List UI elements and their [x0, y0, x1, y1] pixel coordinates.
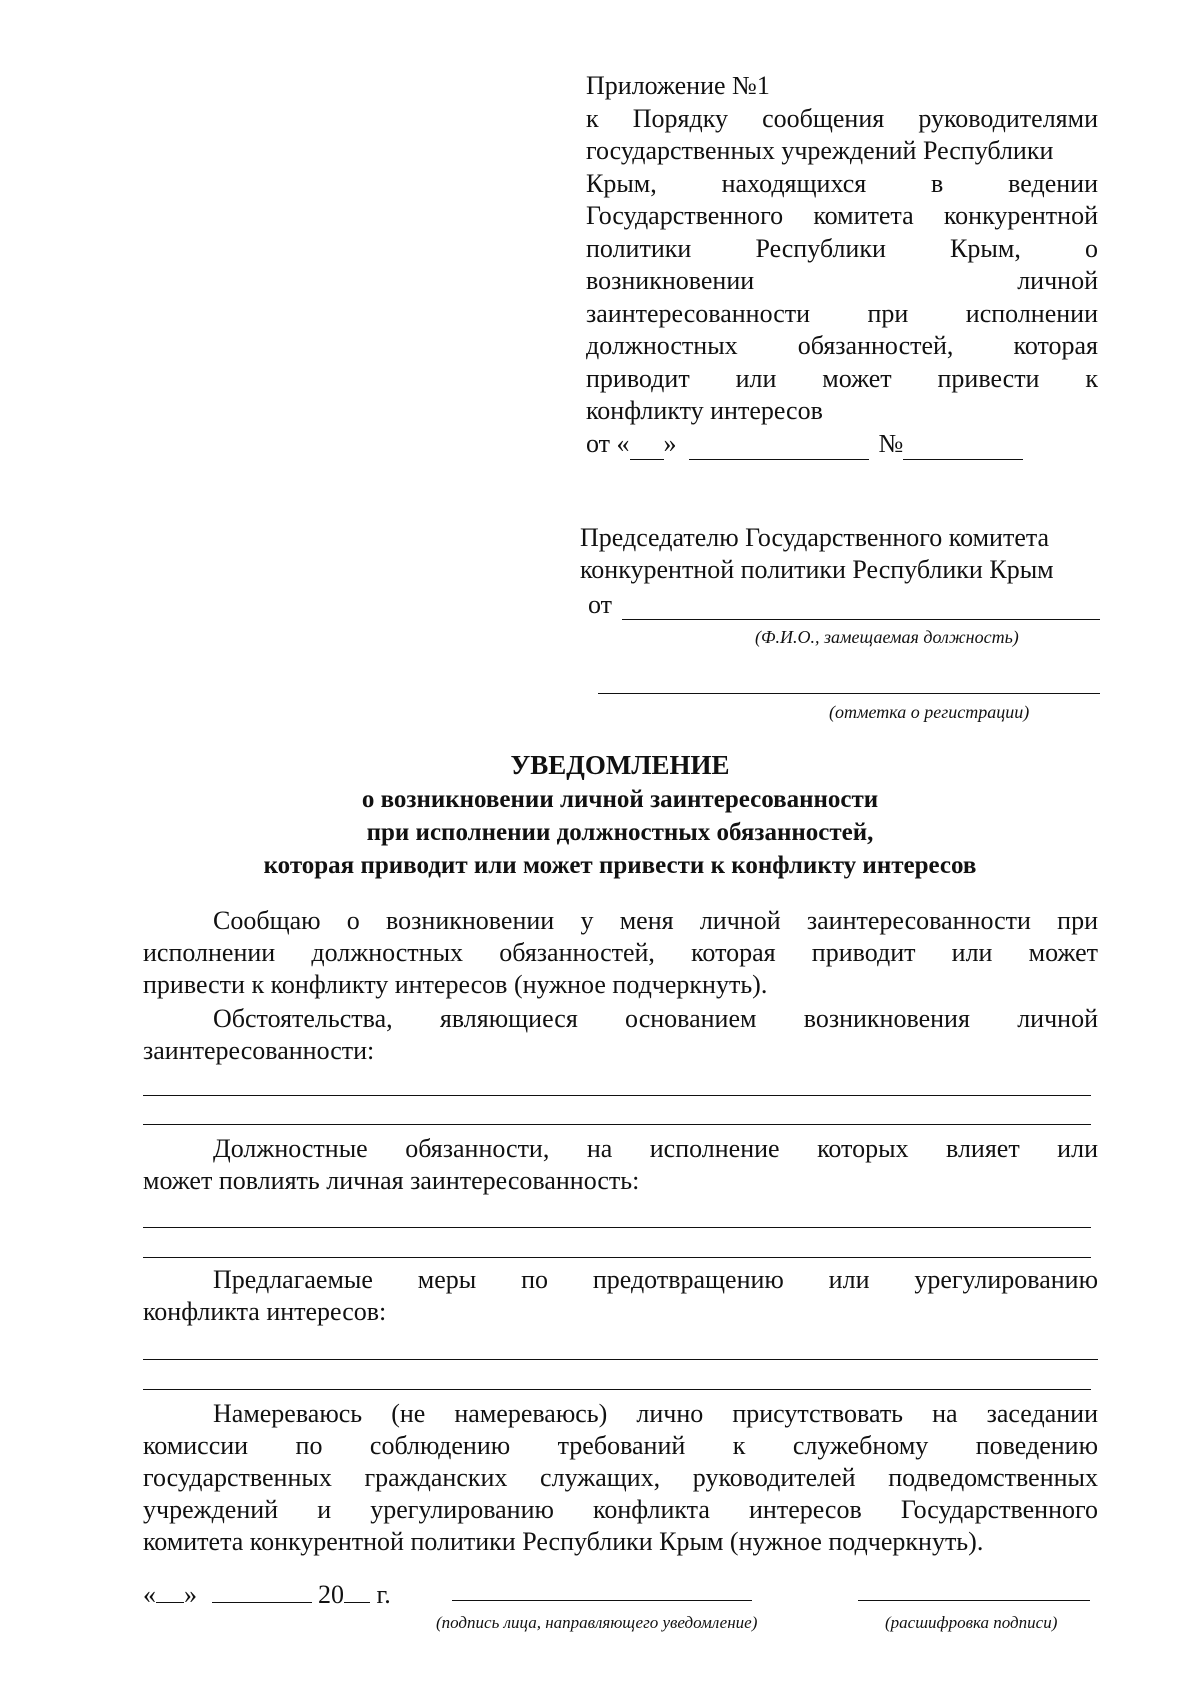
annex-line: политики Республики Крым, о [586, 233, 1098, 263]
circumstances-field-line[interactable] [143, 1095, 1091, 1096]
annex-line: Крым, находящихся в ведении [586, 168, 1098, 198]
signature-month-blank[interactable] [212, 1580, 312, 1603]
annex-number-sign: № [878, 428, 904, 458]
date-close-quote: » [184, 1580, 197, 1609]
annex-day-blank[interactable] [630, 437, 664, 460]
paragraph-line: Обстоятельства, являющиеся основанием возникновения личной [213, 1004, 1098, 1033]
annex-line: Государственного комитета конкурентной [586, 201, 1098, 230]
signature-date-row [143, 1580, 391, 1610]
paragraph-duties [143, 1133, 1098, 1197]
duties-field-line[interactable] [143, 1257, 1091, 1258]
annex-date-suffix: » [663, 428, 677, 458]
from-row [588, 590, 1100, 620]
paragraph-line: привести к конфликту интересов (нужное подчеркнуть). [143, 970, 768, 999]
year-prefix: 20 [318, 1580, 344, 1609]
registration-field[interactable] [598, 693, 1100, 694]
annex-line: конфликту интересов [586, 396, 823, 425]
paragraph-line: Предлагаемые меры по предотвращению или урегулированию [213, 1265, 1098, 1294]
paragraph-report [143, 905, 1098, 1001]
paragraph-line: Сообщаю о возникновении у меня личной заинтересованности при [213, 906, 1098, 935]
annex-line: к Порядку сообщения руководителями [586, 103, 1098, 133]
annex-line: приводит или может привести к [586, 363, 1098, 393]
circumstances-field-line[interactable] [143, 1124, 1091, 1125]
paragraph-line: Должностные обязанности, на исполнение которых влияет или [213, 1134, 1098, 1163]
duties-field-line[interactable] [143, 1227, 1091, 1228]
annex-number-blank[interactable] [903, 437, 1023, 460]
signature-field[interactable] [452, 1600, 752, 1601]
paragraph-line: исполнении должностных обязанностей, которая приводит или может [143, 938, 1098, 967]
annex-date-number-line [586, 428, 1098, 461]
annex-line: государственных учреждений Республики [586, 136, 1054, 165]
date-open-quote: « [143, 1580, 156, 1609]
from-caption: (Ф.И.О., замещаемая должность) [755, 627, 1019, 647]
measures-field-line[interactable] [143, 1359, 1098, 1360]
paragraph-line: учреждений и урегулированию конфликта интересов Государственного [143, 1495, 1098, 1524]
registration-caption: (отметка о регистрации) [829, 702, 1030, 722]
paragraph-intent [143, 1398, 1098, 1558]
paragraph-line: комитета конкурентной политики Республики Крым (нужное подчеркнуть). [143, 1527, 984, 1556]
paragraph-line: комиссии по соблюдению требований к служебному поведению [143, 1431, 1098, 1460]
measures-field-line[interactable] [143, 1389, 1091, 1390]
from-label: от [588, 590, 613, 619]
addressee-line: конкурентной политики Республики Крым [580, 555, 1054, 584]
notice-title: УВЕДОМЛЕНИЕ [510, 750, 730, 780]
notice-subtitle: о возникновении личной заинтересованности [361, 786, 879, 813]
annex-line: заинтересованности при исполнении [586, 298, 1098, 328]
annex-line: возникновении личной [586, 266, 1098, 295]
addressee-block [580, 522, 1100, 586]
paragraph-line: конфликта интересов: [143, 1297, 387, 1326]
notice-title-block [130, 747, 1110, 882]
paragraph-measures [143, 1264, 1098, 1328]
annex-date-blank[interactable] [689, 437, 869, 460]
paragraph-circumstances [143, 1003, 1098, 1067]
decoding-caption: (расшифровка подписи) [885, 1613, 1058, 1632]
year-suffix: г. [376, 1580, 391, 1609]
annex-line: должностных обязанностей, которая [586, 331, 1098, 360]
annex-title: Приложение №1 [586, 71, 770, 100]
signature-caption: (подпись лица, направляющего уведомление) [436, 1613, 758, 1632]
annex-date-prefix: от « [586, 428, 630, 458]
paragraph-line: заинтересованности: [143, 1036, 375, 1065]
from-name-field[interactable] [622, 595, 1100, 620]
paragraph-line: Намереваюсь (не намереваюсь) лично присутствовать на заседании [213, 1399, 1098, 1428]
signature-decoding-field[interactable] [858, 1600, 1090, 1601]
annex-header [586, 70, 1098, 460]
notice-subtitle: при исполнении должностных обязанностей, [366, 819, 874, 846]
notice-subtitle: которая приводит или может привести к конфликту интересов [263, 852, 977, 879]
signature-year-blank[interactable] [344, 1580, 370, 1603]
signature-day-blank[interactable] [156, 1580, 184, 1603]
paragraph-line: может повлиять личная заинтересованность: [143, 1166, 640, 1195]
paragraph-line: государственных гражданских служащих, руководителей подведомственных [143, 1463, 1098, 1492]
addressee-line: Председателю Государственного комитета [580, 523, 1050, 552]
